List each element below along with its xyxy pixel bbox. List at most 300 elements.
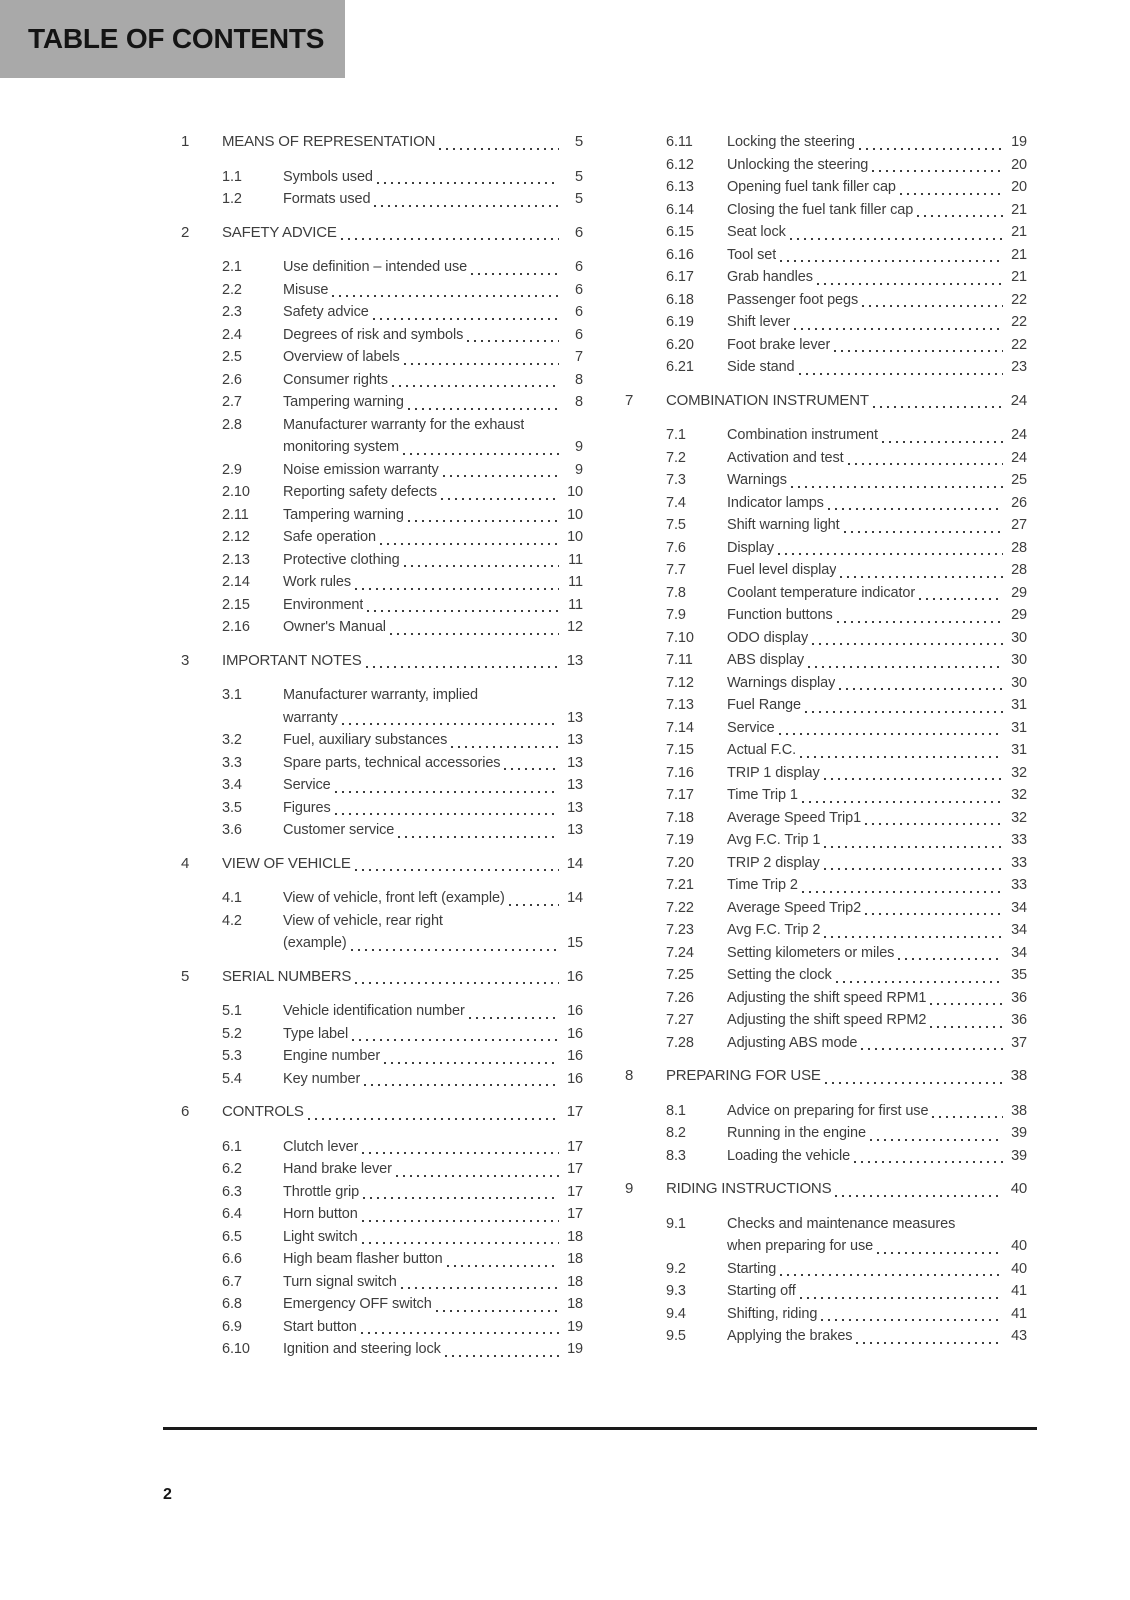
entry-page-number: 39 [1011, 1147, 1027, 1164]
toc-entry-line [625, 604, 1027, 627]
toc-entry-line [625, 739, 1027, 762]
entry-page-number: 35 [1011, 967, 1027, 983]
entry-page-number: 19 [567, 1318, 583, 1335]
entry-title: Reporting safety defects [283, 484, 437, 500]
entry-page-number: 38 [1010, 1067, 1027, 1084]
entry-page-number: 24 [1010, 391, 1027, 409]
entry-number: 2.12 [222, 529, 250, 545]
entry-page-number: 32 [1011, 809, 1027, 826]
dot-leader [800, 1297, 1003, 1299]
entry-title: Function buttons [727, 607, 833, 623]
entry-title: Passenger foot pegs [727, 291, 859, 308]
entry-title: Activation and test [727, 449, 844, 466]
dot-leader [332, 295, 559, 297]
dot-leader [362, 1242, 559, 1244]
entry-number: 7.6 [666, 539, 686, 556]
entry-page-number: 26 [1011, 494, 1027, 511]
toc-entry-line [625, 852, 1027, 875]
toc-sub-entry [181, 549, 583, 572]
toc-entry-line [181, 301, 583, 324]
entry-title: CONTROLS [222, 1103, 304, 1120]
toc-sub-entry [181, 1136, 583, 1159]
entry-title: Indicator lamps [727, 494, 824, 511]
toc-sub-entry [625, 852, 1027, 875]
entry-number: 9.5 [666, 1328, 686, 1344]
entry-number: 6.1 [222, 1138, 242, 1155]
entry-page-number: 22 [1011, 291, 1027, 308]
toc-chapter-entry [181, 853, 583, 876]
entry-title: Starting off [727, 1283, 796, 1299]
entry-number: 6.5 [222, 1228, 242, 1245]
toc-sub-entry [181, 594, 583, 617]
toc-entry-line [625, 694, 1027, 717]
toc-entry-line [625, 1178, 1027, 1201]
dot-leader [780, 260, 1003, 262]
toc-sub-entry [625, 311, 1027, 334]
dot-leader [824, 936, 1003, 938]
dot-leader [877, 1252, 1003, 1254]
entry-page-number: 13 [567, 777, 583, 793]
entry-page-number: 21 [1011, 246, 1027, 263]
entry-number: 2.15 [222, 596, 250, 613]
entry-page-number: 5 [575, 168, 583, 185]
footer-rule [163, 1427, 1037, 1430]
dot-leader [856, 1342, 1003, 1344]
entry-number: 2.11 [222, 506, 249, 523]
entry-title: Formats used [283, 191, 371, 207]
entry-number: 6.10 [222, 1341, 250, 1357]
dot-leader [794, 328, 1003, 330]
entry-page-number: 40 [1010, 1180, 1027, 1197]
entry-page-number: 19 [1011, 134, 1027, 150]
toc-entry-line [625, 627, 1027, 650]
toc-entry-line [625, 221, 1027, 244]
entry-title: Opening fuel tank filler cap [727, 179, 896, 195]
dot-leader [439, 148, 559, 150]
entry-number: 7.14 [666, 719, 694, 736]
toc-sub-entry [181, 504, 583, 527]
entry-number: 2.2 [222, 281, 242, 298]
toc-entry-line [625, 582, 1027, 605]
entry-page-number: 8 [575, 394, 583, 410]
toc-sub-entry [181, 910, 583, 955]
entry-title: Shifting, riding [727, 1305, 818, 1322]
toc-entry-line [181, 391, 583, 414]
toc-entry-line [625, 1280, 1027, 1303]
entry-number: 7.17 [666, 787, 694, 803]
toc-entry-line [181, 188, 583, 211]
dot-leader [377, 182, 559, 184]
dot-leader [367, 610, 559, 612]
entry-page-number: 20 [1011, 156, 1027, 173]
entry-title: Symbols used [283, 168, 373, 185]
entry-title: Warnings display [727, 674, 836, 691]
toc-entry-line [625, 942, 1027, 965]
dot-leader [408, 520, 559, 522]
toc-entry-line [625, 1100, 1027, 1123]
toc-sub-entry [181, 279, 583, 302]
entry-number: 7.25 [666, 967, 694, 983]
page-header-banner [0, 0, 345, 78]
toc-entry-line [625, 334, 1027, 357]
entry-page-number: 32 [1011, 787, 1027, 803]
dot-leader [930, 1026, 1003, 1028]
dot-leader [800, 756, 1003, 758]
entry-page-number: 22 [1011, 336, 1027, 353]
toc-entry-line [181, 684, 583, 707]
entry-number: 2.9 [222, 461, 242, 478]
entry-number: 7.1 [666, 427, 686, 443]
toc-entry-line [625, 1122, 1027, 1145]
toc-entry-line [625, 390, 1027, 413]
toc-sub-entry [625, 784, 1027, 807]
entry-number: 3.3 [222, 754, 242, 771]
toc-entry-line [181, 594, 583, 617]
dot-leader [355, 982, 559, 984]
toc-sub-entry [625, 1280, 1027, 1303]
entry-page-number: 13 [567, 822, 583, 838]
dot-leader [821, 1319, 1003, 1321]
entry-title: Key number [283, 1070, 361, 1087]
toc-entry-line [625, 1303, 1027, 1326]
toc-sub-entry [625, 694, 1027, 717]
entry-title: (example) [283, 935, 347, 951]
dot-leader [509, 904, 559, 906]
entry-number: 8 [625, 1067, 634, 1084]
entry-number: 7.24 [666, 944, 694, 961]
entry-title: MEANS OF REPRESENTATION [222, 133, 436, 150]
entry-number: 7.13 [666, 697, 694, 713]
dot-leader [441, 498, 559, 500]
entry-title: Horn button [283, 1206, 358, 1222]
dot-leader [374, 205, 559, 207]
dot-leader [840, 576, 1003, 578]
dot-leader [848, 463, 1003, 465]
entry-title: Consumer rights [283, 371, 388, 388]
toc-sub-entry [625, 244, 1027, 267]
dot-leader [451, 746, 559, 748]
toc-sub-entry [181, 729, 583, 752]
entry-page-number: 13 [567, 799, 583, 816]
toc-sub-entry [625, 627, 1027, 650]
toc-sub-entry [625, 1009, 1027, 1032]
toc-chapter-entry [181, 222, 583, 245]
entry-page-number: 9 [575, 461, 583, 478]
dot-leader [932, 1116, 1003, 1118]
entry-number: 2.6 [222, 371, 242, 388]
entry-title: Applying the brakes [727, 1328, 853, 1344]
toc-entry-line [181, 1271, 583, 1294]
entry-title: when preparing for use [727, 1238, 874, 1254]
entry-number: 5.3 [222, 1048, 242, 1064]
entry-page-number: 31 [1011, 742, 1027, 758]
toc-entry-line [625, 784, 1027, 807]
entry-title: Clutch lever [283, 1138, 359, 1155]
dot-leader [342, 723, 559, 725]
entry-title: Overview of labels [283, 349, 400, 365]
entry-number: 2.16 [222, 619, 250, 635]
entry-title: Figures [283, 799, 331, 816]
entry-title: Turn signal switch [283, 1273, 397, 1290]
entry-page-number: 27 [1011, 517, 1027, 533]
entry-number: 7.27 [666, 1012, 694, 1028]
entry-number: 7 [625, 391, 634, 409]
entry-title: Adjusting the shift speed RPM2 [727, 1012, 927, 1028]
entry-title: SERIAL NUMBERS [222, 967, 352, 985]
dot-leader [898, 958, 1003, 960]
toc-sub-entry [625, 559, 1027, 582]
entry-title: Foot brake lever [727, 336, 831, 353]
entry-number: 2.13 [222, 551, 250, 568]
dot-leader [802, 891, 1003, 893]
entry-number: 7.12 [666, 674, 694, 691]
entry-title: ABS display [727, 652, 805, 668]
toc-sub-entry [625, 739, 1027, 762]
entry-page-number: 22 [1011, 314, 1027, 330]
toc-entry-line [625, 829, 1027, 852]
toc-entry-line [625, 1032, 1027, 1055]
toc-sub-entry [625, 604, 1027, 627]
entry-number: 2.14 [222, 574, 250, 590]
dot-leader [779, 733, 1003, 735]
toc-sub-entry [181, 346, 583, 369]
dot-leader [780, 1274, 1003, 1276]
toc-entry-line [625, 266, 1027, 289]
toc-column-right [625, 131, 1027, 1361]
toc-chapter-entry [625, 1178, 1027, 1201]
dot-leader [919, 598, 1003, 600]
dot-leader [401, 1287, 559, 1289]
entry-title: Shift warning light [727, 517, 840, 533]
entry-title: Starting [727, 1260, 777, 1277]
toc-entry-line [625, 1065, 1027, 1088]
entry-number: 7.18 [666, 809, 694, 826]
toc-entry-line [625, 874, 1027, 897]
toc-entry-line [181, 571, 583, 594]
entry-title: Safety advice [283, 304, 369, 320]
dot-leader [824, 868, 1003, 870]
entry-title: Customer service [283, 822, 395, 838]
entry-number: 2 [181, 223, 190, 241]
dot-leader [404, 565, 559, 567]
toc-sub-entry [625, 1122, 1027, 1145]
entry-page-number: 41 [1011, 1305, 1027, 1322]
dot-leader [865, 823, 1003, 825]
entry-page-number: 23 [1011, 359, 1027, 375]
dot-leader [900, 193, 1003, 195]
dot-leader [355, 869, 559, 871]
dot-leader [352, 1039, 559, 1041]
toc-entry-line [181, 256, 583, 279]
toc-entry-line [181, 1226, 583, 1249]
toc-sub-entry [181, 1023, 583, 1046]
toc-sub-entry [625, 1100, 1027, 1123]
entry-number: 7.10 [666, 629, 694, 646]
toc-entry-line [181, 526, 583, 549]
toc-entry-line [181, 1338, 583, 1361]
entry-number: 3.5 [222, 799, 242, 816]
entry-title: Owner's Manual [283, 619, 386, 635]
toc-chapter-entry [181, 131, 583, 154]
entry-number: 2.1 [222, 259, 242, 275]
dot-leader [467, 340, 559, 342]
entry-title: Manufacturer warranty, implied [283, 687, 478, 703]
entry-number: 8.1 [666, 1102, 686, 1119]
toc-sub-entry [181, 1271, 583, 1294]
entry-page-number: 12 [567, 619, 583, 635]
toc-entry-line [181, 504, 583, 527]
entry-title: Adjusting ABS mode [727, 1034, 858, 1051]
dot-leader [364, 1084, 559, 1086]
entry-number: 7.8 [666, 584, 686, 601]
dot-leader [471, 273, 559, 275]
entry-page-number: 36 [1011, 1012, 1027, 1028]
entry-page-number: 17 [566, 1103, 583, 1120]
entry-page-number: 18 [567, 1251, 583, 1267]
toc-entry-line [181, 166, 583, 189]
toc-entry-line [625, 1258, 1027, 1281]
toc-sub-entry [181, 459, 583, 482]
entry-page-number: 6 [575, 326, 583, 343]
entry-number: 6.20 [666, 336, 694, 353]
entry-page-number: 10 [567, 484, 583, 500]
toc-sub-entry [625, 1213, 1027, 1258]
toc-chapter-entry [625, 1065, 1027, 1088]
entry-page-number: 24 [1011, 427, 1027, 443]
entry-page-number: 11 [568, 551, 583, 568]
entry-title: VIEW OF VEHICLE [222, 854, 351, 872]
entry-title: Hand brake lever [283, 1161, 392, 1177]
entry-number: 3 [181, 651, 190, 669]
entry-number: 1.2 [222, 191, 242, 207]
toc-entry-line [181, 616, 583, 639]
dot-leader [802, 801, 1003, 803]
toc-sub-entry [181, 1158, 583, 1181]
entry-title: Advice on preparing for first use [727, 1102, 929, 1119]
dot-leader [335, 791, 559, 793]
entry-number: 6.13 [666, 179, 694, 195]
toc-entry-line [181, 1023, 583, 1046]
entry-title: Emergency OFF switch [283, 1296, 432, 1312]
entry-number: 9 [625, 1180, 634, 1197]
entry-title: Adjusting the shift speed RPM1 [727, 989, 927, 1006]
entry-number: 7.11 [666, 652, 693, 668]
toc-entry-line [625, 356, 1027, 379]
entry-title: Unlocking the steering [727, 156, 869, 173]
dot-leader [791, 486, 1003, 488]
toc-entry-line [625, 964, 1027, 987]
dot-leader [355, 588, 559, 590]
toc-entry-line [181, 549, 583, 572]
entry-title: Start button [283, 1318, 357, 1335]
toc-sub-entry [181, 684, 583, 729]
entry-title: TRIP 2 display [727, 854, 820, 871]
toc-entry-line [625, 559, 1027, 582]
entry-title: COMBINATION INSTRUMENT [666, 391, 869, 409]
toc-entry-line [181, 752, 583, 775]
toc-sub-entry [181, 1000, 583, 1023]
dot-leader [859, 148, 1003, 150]
toc-sub-entry [181, 481, 583, 504]
toc-sub-entry [625, 1032, 1027, 1055]
entry-page-number: 17 [567, 1206, 583, 1222]
dot-leader [817, 283, 1003, 285]
toc-entry-line [181, 774, 583, 797]
toc-entry-line [625, 199, 1027, 222]
entry-page-number: 36 [1011, 989, 1027, 1006]
dot-leader [799, 373, 1003, 375]
entry-number: 1 [181, 133, 190, 150]
dot-leader [443, 475, 559, 477]
entry-title: Ignition and steering lock [283, 1341, 441, 1357]
entry-title: Shift lever [727, 314, 791, 330]
entry-title: View of vehicle, rear right [283, 912, 443, 929]
toc-sub-entry [625, 469, 1027, 492]
toc-entry-line [181, 1045, 583, 1068]
entry-number: 6.21 [666, 359, 694, 375]
toc-entry-line [181, 932, 583, 955]
entry-title: Coolant temperature indicator [727, 584, 916, 601]
entry-number: 4.2 [222, 912, 242, 929]
entry-title: Work rules [283, 574, 352, 590]
entry-number: 6.8 [222, 1296, 242, 1312]
entry-number: 9.3 [666, 1283, 686, 1299]
dot-leader [808, 666, 1003, 668]
dot-leader [361, 1332, 559, 1334]
entry-title: Setting kilometers or miles [727, 944, 895, 961]
dot-leader [870, 1139, 1003, 1141]
dot-leader [408, 408, 559, 410]
toc-entry-line [625, 447, 1027, 470]
toc-entry-line [181, 887, 583, 910]
dot-leader [373, 318, 559, 320]
toc-entry-line [181, 1316, 583, 1339]
toc-entry-line [625, 537, 1027, 560]
toc-sub-entry [181, 256, 583, 279]
entry-number: 6.9 [222, 1318, 242, 1335]
entry-number: 3.4 [222, 777, 242, 793]
entry-page-number: 28 [1011, 562, 1027, 578]
toc-chapter-entry [181, 1101, 583, 1124]
entry-number: 6.14 [666, 201, 694, 218]
entry-title: Average Speed Trip2 [727, 899, 862, 916]
entry-number: 3.2 [222, 732, 242, 748]
entry-number: 2.8 [222, 416, 242, 433]
toc-entry-line [625, 987, 1027, 1010]
entry-page-number: 6 [574, 223, 583, 241]
entry-number: 4 [181, 854, 190, 872]
entry-page-number: 16 [566, 967, 583, 985]
toc-entry-line [181, 1248, 583, 1271]
entry-title: PREPARING FOR USE [666, 1067, 821, 1084]
toc-entry-line [625, 289, 1027, 312]
dot-leader [824, 846, 1003, 848]
entry-number: 6.7 [222, 1273, 242, 1290]
toc-entry-line [625, 919, 1027, 942]
entry-number: 6.15 [666, 224, 694, 240]
entry-number: 7.7 [666, 562, 686, 578]
entry-title: Tool set [727, 246, 777, 263]
toc-entry-line [181, 1293, 583, 1316]
entry-page-number: 30 [1011, 652, 1027, 668]
dot-leader [839, 688, 1003, 690]
entry-title: Safe operation [283, 529, 376, 545]
dot-leader [835, 1195, 1003, 1197]
toc-sub-entry [181, 301, 583, 324]
toc-entry-line [181, 436, 583, 459]
entry-page-number: 5 [575, 191, 583, 207]
dot-leader [844, 531, 1003, 533]
